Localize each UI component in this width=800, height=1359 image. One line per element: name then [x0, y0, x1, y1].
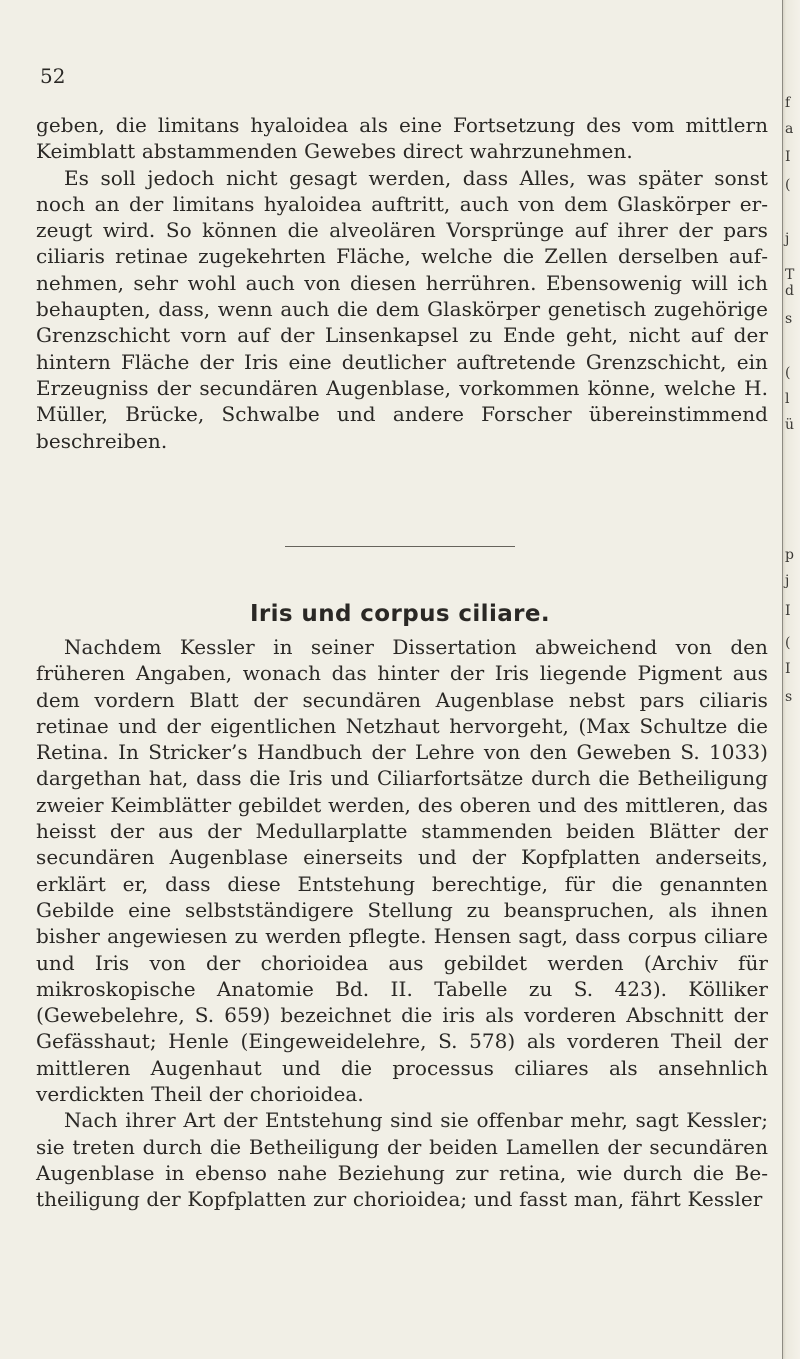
section-divider	[285, 546, 515, 547]
adjacent-page-edge	[782, 0, 800, 1359]
edge-glyph: a	[785, 121, 794, 137]
edge-glyph: j	[785, 573, 790, 589]
edge-glyph: p	[785, 547, 794, 563]
edge-glyph: (	[785, 365, 791, 381]
section-heading: Iris und corpus ciliare.	[249, 601, 551, 627]
paragraph: Nach ihrer Art der Entstehung sind sie offenbar mehr, sagt Kessler; sie treten durch die Betheiligung der beiden Lamellen der secundären Augenblase in ebenso nahe Beziehung zur retina, wie durch die Betheiligung der Kopfplatten zur chorioidea; und fasst man, fährt Kessler	[36, 1108, 768, 1212]
paragraph: Es soll jedoch nicht gesagt werden, dass Alles, was später sonst noch an der limitans hyaloidea auftritt, auch von dem Glaskörper erzeugt wird. So können die alveolären Vorsprünge auf ihrer der pars ciliaris retinae zugekehrten Fläche, welche die Zellen derselben aufnehmen, sehr wohl auch von diesen herrühren. Ebensowenig will ich behaupten, dass, wenn auch die dem Glaskörper genetisch zugehörige Grenzschicht vorn auf der Linsenkapsel zu Ende geht, nicht auf der hintern Fläche der Iris eine deutlicher auftretende Grenzschicht, ein Erzeugniss der secundären Augenblase, vorkommen könne, welche H. Müller, Brücke, Schwalbe und andere Forscher übereinstimmend beschreiben.	[36, 165, 768, 453]
edge-glyph: f	[785, 95, 791, 111]
edge-glyph: T	[785, 267, 795, 283]
edge-glyph: s	[785, 311, 793, 327]
edge-glyph: (	[785, 177, 791, 193]
edge-glyph: l	[785, 391, 790, 407]
edge-glyph: j	[785, 231, 790, 247]
edge-glyph: (	[785, 635, 791, 651]
edge-glyph: s	[785, 689, 793, 705]
page-number: 52	[40, 64, 66, 88]
edge-glyph: d	[785, 283, 794, 299]
edge-glyph: I	[785, 149, 791, 165]
edge-glyph: I	[785, 603, 791, 619]
edge-glyph: I	[785, 661, 791, 677]
paragraph: Nachdem Kessler in seiner Dissertation abweichend von den früheren Angaben, wonach das hinter der Iris liegende Pigment aus dem vordern Blatt der secundären Augenblase nebst pars ciliaris retinae und der eigentlichen Netzhaut hervorgeht, (Max Schultze die Retina. In Stricker’s Handbuch der Lehre von den Geweben S. 1033) dargethan hat, dass die Iris und Ciliarfortsätze durch die Betheiligung zweier Keimblätter gebildet werden, des oberen und des mittleren, das heisst der aus der Medullarplatte stammenden beiden Blätter der secundären Augenblase einerseits und der Kopfplatten anderseits, erklärt er, dass diese Entstehung berechtige, für die genannten Gebilde eine selbstständigere Stellung zu beanspruchen, als ihnen bisher angewiesen zu werden pflegte. Hensen sagt, dass corpus ciliare und Iris von der chorioidea aus gebildet werden (Archiv für mikroskopische Anatomie Bd. II. Tabelle zu S. 423). Kölliker (Gewebelehre, S. 659) bezeichnet die iris als vorderen Abschnitt der Gefässhaut; Henle (Eingeweidelehre, S. 578) als vorderen Theil der mittleren Augenhaut und die processus ciliares als ansehnlich verdickten Theil der chorioidea.	[36, 635, 768, 1107]
text-block-upper	[36, 112, 768, 454]
paragraph: geben, die limitans hyaloidea als eine Fortsetzung des vom mittlern Keimblatt abstammenden Gewebes direct wahrzunehmen.	[36, 113, 768, 164]
edge-glyph: ü	[785, 417, 795, 433]
text-block-lower	[36, 634, 768, 1213]
